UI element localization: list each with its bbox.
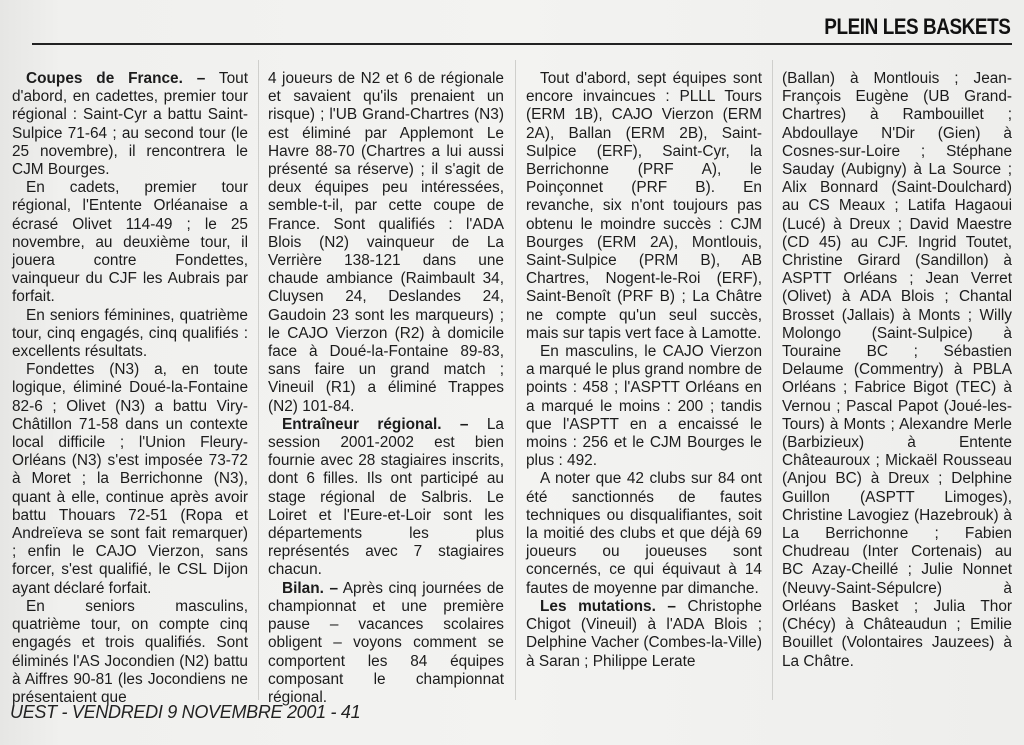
- paragraph: [268, 580, 504, 707]
- subheading: Entraîneur régional. –: [282, 415, 469, 433]
- paragraph: Fondettes (N3) a, en toute logique, éliminé Doué-la-Fontaine 82-6 ; Olivet (N3) a battu Viry-Châtillon 71-58 dans un contexte local difficile ; l'Union Fleury-Orléans (N3) s'est imposée 73-72 à Moret ; la Berrichonne (N3), quant à elle, continue après avoir battu Thouars 72-51 (Ropa et Andreïeva se sont fait remarquer) ; enfin le CAJO Vierzon, sans forcer, s'est qualifié, le CSL Dijon ayant déclaré forfait.: [12, 361, 248, 597]
- article-column-3: [526, 70, 762, 671]
- section-title: PLEIN LES BASKETS: [823, 14, 1010, 39]
- paragraph: En seniors masculins, quatrième tour, on compte cinq engagés et trois qualifiés. Sont éliminés l'AS Jocondien (N2) battu à Aiffres 90-81 (les Jocondiens ne présentaient que: [12, 597, 248, 706]
- paragraph-text: Tout d'abord, en cadettes, premier tour régional : Saint-Cyr a battu Saint-Sulpice 71-64 ; au second tour (le 25 novembre), il rencontrera le CJM Bourges.: [12, 70, 248, 179]
- paragraph: (Ballan) à Montlouis ; Jean-François Eugène (UB Grand-Chartres) à Rambouillet ; Abdoullaye N'Dir (Gien) à Cosnes-sur-Loire ; Stéphane Sauday (Aubigny) à La Source ; Alix Bonnard (Saint-Doulchard) au CS Meaux ; Latifa Hagaoui (Lucé) à Dreux ; David Maestre (CD 45) au CJF. Ingrid Toutet, Christine Girard (Sandillon) à ASPTT Orléans ; Jean Verret (Olivet) à ADA Blois ; Chantal Brosset (Jallais) à Monts ; Willy Molongo (Saint-Sulpice) à Touraine BC ; Sébastien Delaume (Commentry) à PBLA Orléans ; Fabrice Bigot (TEC) à Vernou ; Pascal Papot (Joué-les-Tours) à Monts ; Alexandre Merle (Barbizieux) à Entente Châteauroux ; Mickaël Rousseau (Anjou BC) à Dreux ; Delphine Guillon (ASPTT Limoges), Christine Lavogiez (Hazebrouk) à La Berrichonne ; Fabien Chudreau (Inter Cortenais) au BC Azay-Cheillé ; Julie Nonnet (Neuvy-Saint-Sépulcre) à Orléans Basket ; Julia Thor (Chécy) à Châteaudun ; Emilie Bouillet (Volontaires Jauzees) à La Châtre.: [782, 70, 1012, 670]
- paragraph: En seniors féminines, quatrième tour, cinq engagés, cinq qualifiés : excellents résultats.: [12, 306, 248, 361]
- paragraph-text: La session 2001-2002 est bien fournie avec 28 stagiaires inscrits, dont 6 filles. Ils ont participé au stage régional de Salbris. Le Loiret et l'Eure-et-Loir sont les départements les plus représentés avec 7 stagiaires chacun.: [268, 415, 504, 579]
- paragraph: 4 joueurs de N2 et 6 de régionale et savaient qu'ils prenaient un risque) ; l'UB Grand-Chartres (N3) est éliminé par Applemont Le Havre 88-70 (Chartres a lui aussi présenté sa réserve) ; il s'agit de deux équipes peu intéressées, semble-t-il, par cette coupe de France. Sont qualifiés : l'ADA Blois (N2) vainqueur de La Verrière 138-121 dans une chaude ambiance (Raimbault 34, Cluysen 24, Deslandes 24, Gaudoin 23 sont les marqueurs) ; le CAJO Vierzon (R2) à domicile face à Doué-la-Fontaine 89-83, sans faire un grand match ; Vineuil (R1) a éliminé Trappes (N2) 101-84.: [268, 70, 504, 415]
- paragraph: [268, 416, 504, 580]
- article-column-4: [782, 70, 1012, 671]
- paragraph: En masculins, le CAJO Vierzon a marqué le plus grand nombre de points : 458 ; l'ASPTT Orléans en a marqué le moins : 200 ; tandis que l'ASPTT en a encaissé le moins : 256 et le CJM Bourges le plus : 492.: [526, 343, 762, 470]
- column-divider: [772, 60, 773, 700]
- subheading: Les mutations. –: [540, 597, 676, 615]
- article-column-1: [12, 70, 248, 707]
- subheading: Bilan. –: [282, 579, 339, 597]
- column-divider: [515, 60, 516, 700]
- article-column-2: [268, 70, 504, 707]
- subheading: Coupes de France. –: [26, 70, 206, 87]
- paragraph: [526, 598, 762, 671]
- paragraph-text: Après cinq journées de championnat et une première pause – vacances scolaires obligent – voyons comment se comportent les 84 équipes composant le championnat régional.: [268, 579, 504, 706]
- paragraph: Tout d'abord, sept équipes sont encore invaincues : PLLL Tours (ERM 1B), CAJO Vierzon (ERM 2A), Ballan (ERM 2B), Saint-Sulpice (ERF), Saint-Cyr, la Berrichonne (PRF A), le Poinçonnet (PRF B). En revanche, six n'ont toujours pas obtenu le moindre succès : CJM Bourges (ERM 2A), Montlouis, Saint-Sulpice (PRM B), AB Chartres, Nogent-le-Roi (ERF), Saint-Benoît (PRF B) ; La Châtre ne compte qu'un seul succès, mais sur tapis vert face à Lamotte.: [526, 70, 762, 342]
- page-folio: UEST - VENDREDI 9 NOVEMBRE 2001 - 41: [10, 702, 361, 722]
- column-divider: [258, 60, 259, 700]
- paragraph: A noter que 42 clubs sur 84 ont été sanctionnés de fautes techniques ou disqualifiantes, soit la moitié des clubs et que déjà 69 joueurs ou joueuses sont concernés, ce qui équivaut à 14 fautes de moyenne par dimanche.: [526, 470, 762, 597]
- paragraph: [12, 70, 248, 179]
- paragraph-text: Christophe Chigot (Vineuil) à l'ADA Blois ; Delphine Vacher (Combes-la-Ville) à Saran ; Philippe Lerate: [526, 597, 762, 670]
- header-rule: [32, 43, 1012, 45]
- paragraph: En cadets, premier tour régional, l'Entente Orléanaise a écrasé Olivet 114-49 ; le 25 novembre, au deuxième tour, il jouera contre Fondettes, vainqueur du CJF les Aubrais par forfait.: [12, 179, 248, 306]
